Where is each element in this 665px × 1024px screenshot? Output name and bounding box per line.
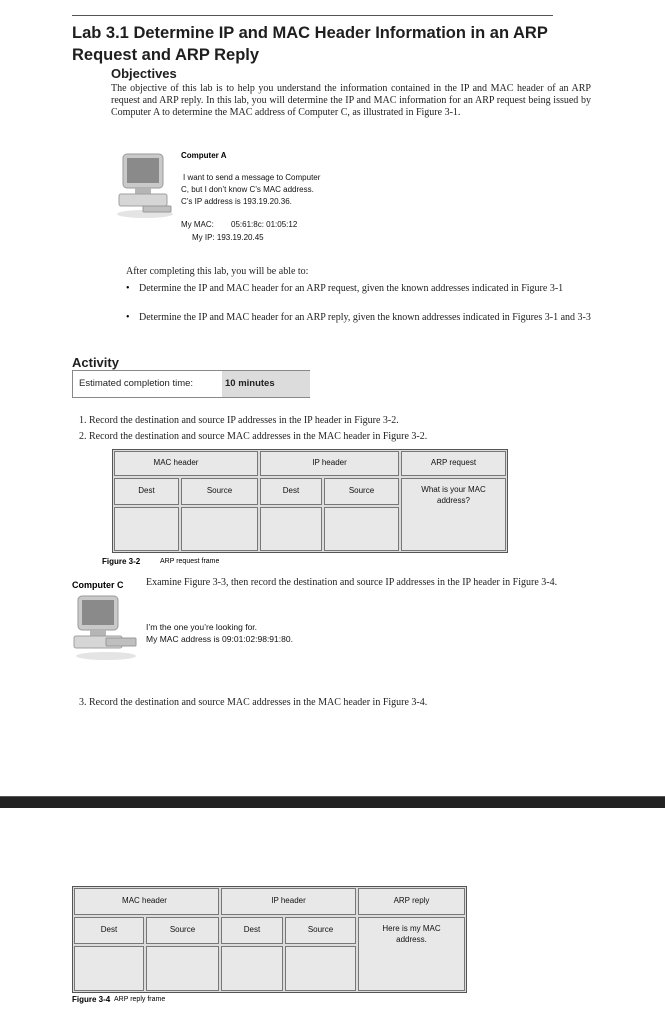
fig34-source-1-value[interactable]	[146, 946, 219, 991]
fig34-source-2-value[interactable]	[285, 946, 356, 991]
computer-a-msg-2: C, but I don’t know C’s MAC address.	[181, 185, 314, 194]
fig32-source-2: Source	[324, 478, 399, 505]
fig34-ip-header: IP header	[221, 888, 356, 915]
fig32-source-1: Source	[181, 478, 258, 505]
computer-a-ip: My IP: 193.19.20.45	[192, 233, 264, 242]
page-title: Lab 3.1 Determine IP and MAC Header Information in an ARP Request and ARP Reply	[72, 24, 548, 64]
estimate-box	[72, 370, 310, 398]
computer-c-msg-2: My MAC address is 09:01:02:98:91:80.	[146, 634, 293, 644]
fig32-ip-header: IP header	[260, 451, 399, 476]
fig32-caption-text: ARP request frame	[160, 558, 220, 565]
fig32-arp-message: What is your MAC address?	[401, 478, 506, 551]
computer-a-msg-1: I want to send a message to Computer	[183, 173, 321, 182]
computer-a-mac-label: My MAC:	[181, 220, 214, 229]
fig32-source-2-value[interactable]	[324, 507, 399, 551]
bullet-dot-2: •	[126, 312, 130, 323]
step-1: 1. Record the destination and source IP addresses in the IP header in Figure 3-2.	[79, 415, 399, 426]
fig34-dest-2-value[interactable]	[221, 946, 283, 991]
top-rule	[72, 15, 553, 16]
fig34-dest-1: Dest	[74, 917, 144, 944]
fig32-dest-1: Dest	[114, 478, 179, 505]
fig34-source-1: Source	[146, 917, 219, 944]
computer-a-msg-3: C’s IP address is 193.19.20.36.	[181, 197, 292, 206]
computer-c-icon	[72, 592, 140, 662]
fig34-mac-header: MAC header	[74, 888, 219, 915]
fig32-dest-2-value[interactable]	[260, 507, 322, 551]
fig34-caption-number: Figure 3-4	[72, 995, 111, 1004]
fig32-source-1-value[interactable]	[181, 507, 258, 551]
fig34-caption-text: ARP reply frame	[114, 996, 166, 1003]
step-3: 3. Record the destination and source MAC addresses in the MAC header in Figure 3-4.	[79, 697, 428, 708]
activity-heading: Activity	[72, 355, 119, 370]
step-2: 2. Record the destination and source MAC addresses in the MAC header in Figure 3-2.	[79, 431, 428, 442]
after-bullet-1: Determine the IP and MAC header for an ARP request, given the known addresses indicated in Figure 3-1	[139, 283, 564, 294]
fig34-dest-2: Dest	[221, 917, 283, 944]
fig32-dest-1-value[interactable]	[114, 507, 179, 551]
after-bullet-2: Determine the IP and MAC header for an ARP reply, given the known addresses indicated in Figures 3-1 and 3-3	[139, 312, 591, 323]
computer-a-icon	[113, 150, 175, 220]
computer-c-msg-1: I’m the one you’re looking for.	[146, 622, 258, 632]
computer-c-instruction: Examine Figure 3-3, then record the destination and source IP addresses in the IP header in Figure 3-4.	[146, 577, 558, 588]
fig34-arp-message: Here is my MAC address.	[358, 917, 465, 991]
fig32-dest-2: Dest	[260, 478, 322, 505]
page-break-bar	[0, 797, 665, 808]
fig32-mac-header: MAC header	[114, 451, 258, 476]
bullet-dot-1: •	[126, 283, 130, 294]
fig34-source-2: Source	[285, 917, 356, 944]
fig34-dest-1-value[interactable]	[74, 946, 144, 991]
objectives-heading: Objectives	[111, 66, 177, 81]
fig32-arp-label: ARP request	[401, 451, 506, 476]
computer-a-mac-value: 05:61:8c: 01:05:12	[231, 220, 298, 229]
computer-c-label: Computer C	[72, 580, 124, 590]
after-intro: After completing this lab, you will be able to:	[126, 266, 309, 277]
estimate-label: Estimated completion time:	[79, 378, 194, 389]
fig34-arp-label: ARP reply	[358, 888, 465, 915]
objectives-text: The objective of this lab is to help you understand the information contained in the IP and MAC header of an ARP request and ARP reply. In this lab, you will determine the IP and MAC information for an ARP request being issued by Computer A to determine the MAC address of Computer C, as illustrated in Figure 3-1.	[111, 83, 591, 118]
fig32-caption-number: Figure 3-2	[102, 557, 141, 566]
estimate-value: 10 minutes	[225, 378, 275, 389]
computer-a-label: Computer A	[181, 151, 227, 160]
